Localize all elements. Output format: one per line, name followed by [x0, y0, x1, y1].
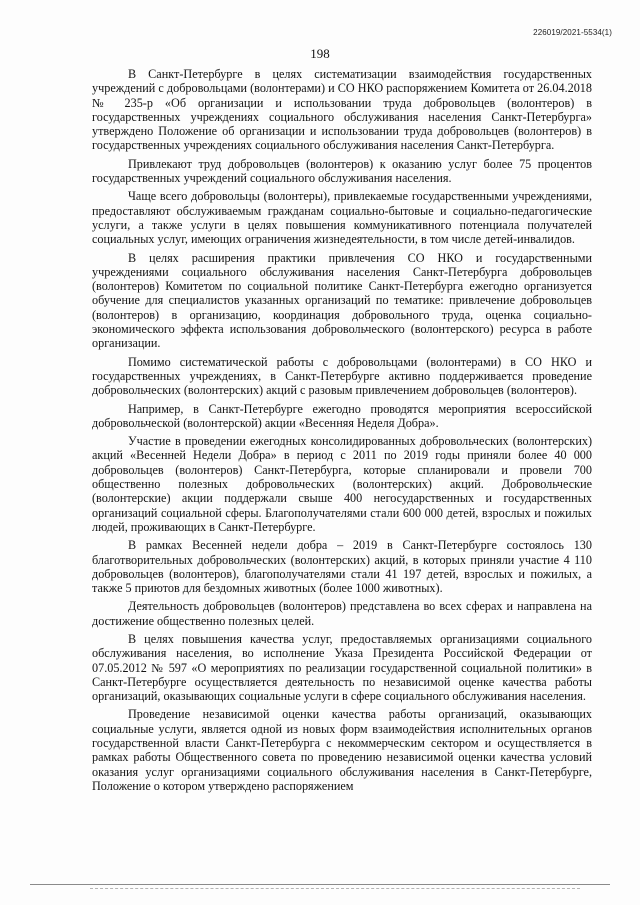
paragraph-week-of-kindness-2019: В рамках Весенней недели добра – 2019 в Санкт-Петербурге состоялось 130 благотворительных добровольческих (волонтерских) акций, в которых приняли участие 4 110 добровольцев (волонтеров), благополучателями стали 41 197 детей, взрослых и пожилых, а также 5 приютов для бездомных животных (более 1000 животных).: [92, 538, 592, 596]
footer-scan-artifact: [90, 888, 580, 889]
paragraph-participation-2011-2019: Участие в проведении ежегодных консолидированных добровольческих (волонтерских) акций «Весенней Недели Добра» в период с 2011 по 2019 годы приняли более 40 000 добровольцев (волонтеров) Санкт-Петербурга, которые спланировали и провели 700 общественно полезных добровольческих (волонтерских) акций. Добровольческие (волонтерские) акции поддержали свыше 400 негосударственных и государственных организаций социальной сферы. Благополучателями стали 600 000 детей, взрослых и пожилых людей, проживающих в Санкт-Петербурге.: [92, 434, 592, 534]
paragraph-training: В целях расширения практики привлечения СО НКО и государственными учреждениями социального обслуживания населения Санкт-Петербурга добровольцев (волонтеров) Комитетом по социальной политике Санкт-Петербурга ежегодно организуется обучение для специалистов указанных организаций по тематике: привлечение добровольцев (волонтеров) в организацию, координация добровольного труда, оценка социально-экономического эффекта использования добровольческого (волонтерского) ресурса в работе организации.: [92, 250, 592, 351]
footer-divider: [30, 884, 610, 885]
document-body: [92, 67, 592, 797]
paragraph-services-provided: Чаще всего добровольцы (волонтеры), привлекаемые государственными учреждениями, предоставляют обслуживаемым гражданам социально-бытовые и социально-педагогические услуги, а также услуги в целях повышения коммуникативного потенциала получателей социальных услуг, имеющих ограничения жизнедеятельности, в том числе детей-инвалидов.: [92, 189, 592, 247]
page-number: 198: [310, 46, 330, 61]
paragraph-independent-assessment: Проведение независимой оценки качества работы организаций, оказывающих социальные услуги, является одной из новых форм взаимодействия исполнительных органов государственной власти Санкт-Петербурга с некоммерческим сектором и осуществляется в рамках работы Общественного совета по проведению независимой оценки качества условий оказания услуг организациями социального обслуживания населения в Санкт-Петербурге, Положение о котором утверждено распоряжением: [92, 707, 592, 793]
paragraph-quality-assessment: В целях повышения качества услуг, предоставляемых организациями социального обслуживания населения, во исполнение Указа Президента Российской Федерации от 07.05.2012 № 597 «О мероприятиях по реализации государственной социальной политики» в Санкт-Петербурге осуществляется деятельность по независимой оценке качества работы организаций, оказывающих социальные услуги в сфере социального обслуживания населения.: [92, 631, 592, 704]
paragraph-share-of-institutions: Привлекают труд добровольцев (волонтеров) к оказанию услуг более 75 процентов государственных учреждений социального обслуживания населения.: [92, 156, 592, 186]
paragraph-one-time-actions: Помимо систематической работы с добровольцами (волонтерами) в СО НКО и государственных учреждениях, в Санкт-Петербурге активно поддерживается проведение добровольческих (волонтерских) акций с разовым привлечением добровольцев (волонтеров).: [92, 354, 592, 398]
paragraph-volunteer-spheres: Деятельность добровольцев (волонтеров) представлена во всех сферах и направлена на достижение общественно полезных целей.: [92, 599, 592, 628]
document-registration-code: 226019/2021-5534(1): [533, 28, 612, 37]
paragraph-spring-week-of-kindness: Например, в Санкт-Петербурге ежегодно проводятся мероприятия всероссийской добровольческой (волонтерской) акции «Весенняя Неделя Добра».: [92, 401, 592, 430]
paragraph-regulation: В Санкт-Петербурге в целях систематизации взаимодействия государственных учреждений с добровольцами (волонтерами) и СО НКО распоряжением Комитета от 26.04.2018 № 235-р «Об организации и использовании труда добровольцев (волонтеров) в государственных учреждениях социального обслуживания населения Санкт-Петербурга» утверждено Положение об организации и использовании труда добровольцев (волонтеров) в государственных учреждениях социального обслуживания населения Санкт-Петербурга.: [92, 67, 592, 153]
